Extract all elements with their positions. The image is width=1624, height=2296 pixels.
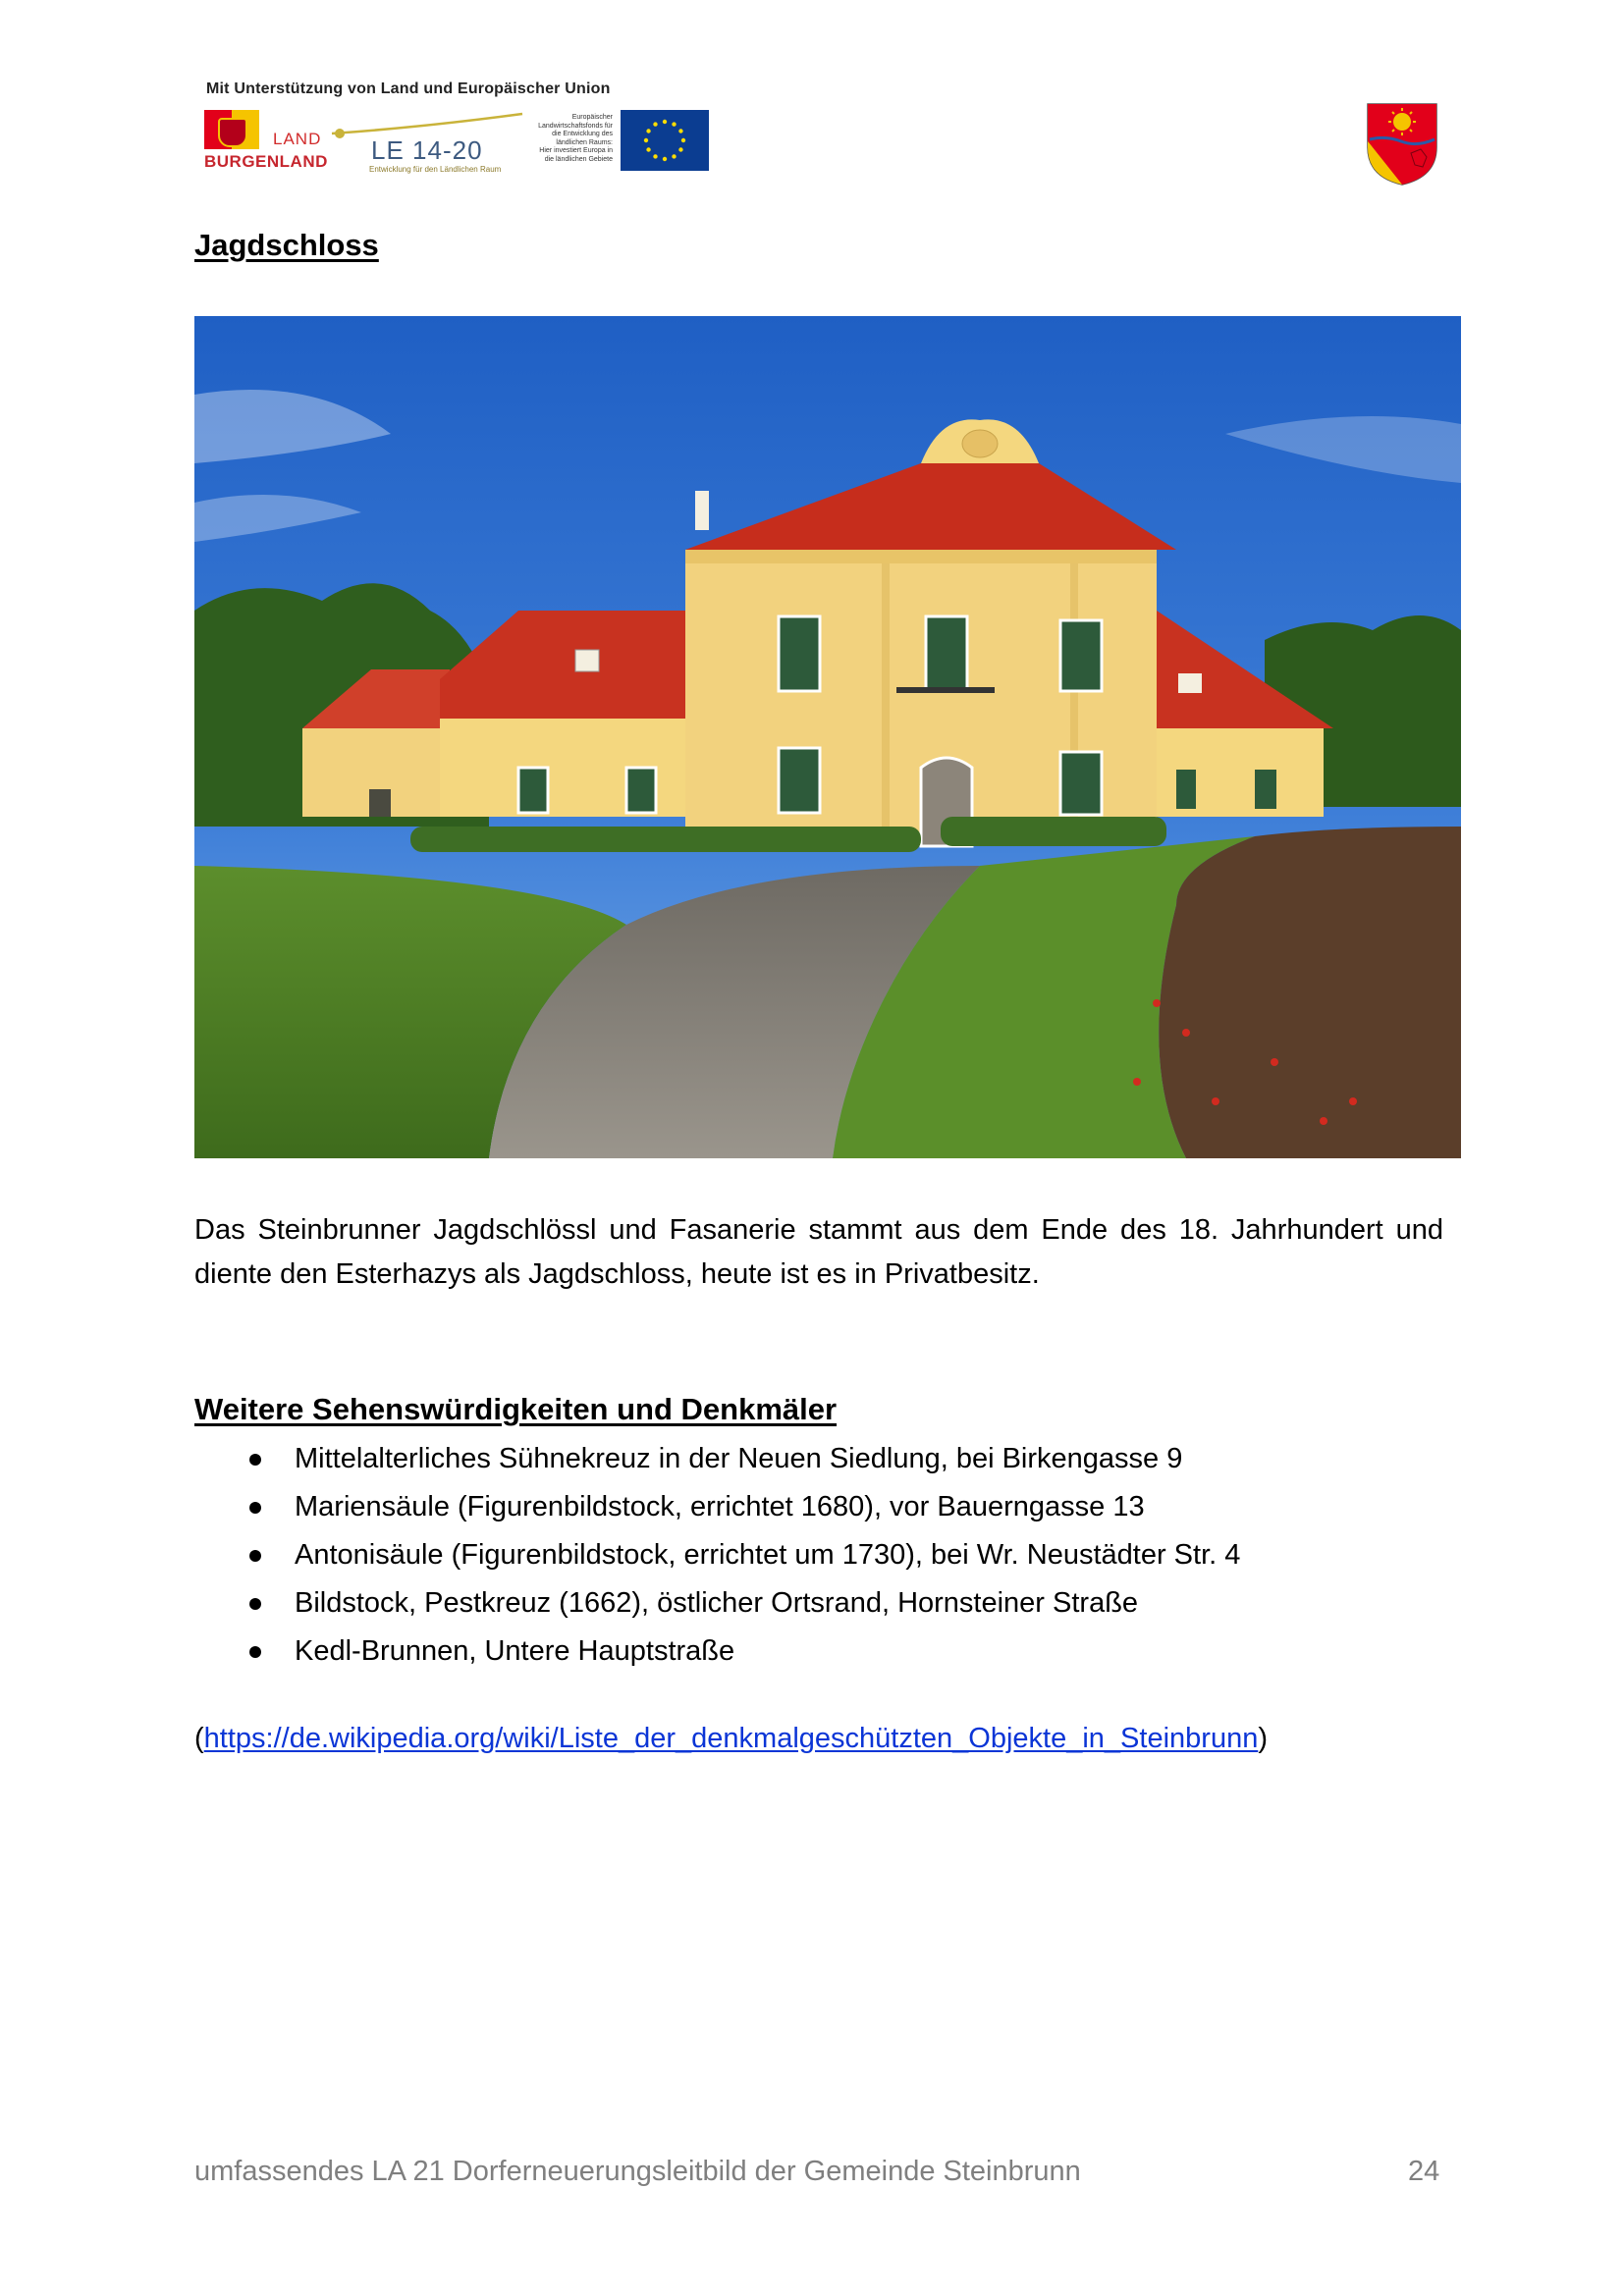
burgenland-flag-icon bbox=[204, 110, 259, 149]
list-item-text: Mariensäule (Figurenbildstock, errichtet 1680), vor Bauerngasse 13 bbox=[295, 1491, 1145, 1522]
list-item bbox=[245, 1435, 1240, 1483]
hunting-lodge-photo bbox=[194, 316, 1461, 1158]
list-item bbox=[245, 1628, 1240, 1676]
bullet-icon bbox=[249, 1454, 261, 1466]
list-item-text: Bildstock, Pestkreuz (1662), östlicher Ortsrand, Hornsteiner Straße bbox=[295, 1587, 1139, 1619]
eu-star-icon bbox=[678, 129, 682, 133]
eu-fund-line: die ländlichen Gebiete bbox=[544, 155, 613, 163]
list-item-text: Mittelalterliches Sühnekreuz in der Neuen Siedlung, bei Birkengasse 9 bbox=[295, 1443, 1183, 1474]
burgenland-logo bbox=[204, 108, 328, 173]
support-text: Mit Unterstützung von Land und Europäischer Union bbox=[206, 80, 611, 97]
eu-flag-icon bbox=[621, 110, 709, 171]
le-14-20-logo bbox=[330, 110, 526, 173]
bullet-icon bbox=[249, 1550, 261, 1562]
le-logo-text: LE 14-20 bbox=[371, 135, 483, 165]
landmark-list bbox=[245, 1435, 1240, 1676]
source-paren-open: ( bbox=[194, 1723, 204, 1754]
eu-star-icon bbox=[672, 122, 676, 126]
eu-star-icon bbox=[646, 129, 650, 133]
eu-fund-line: Landwirtschaftsfonds für bbox=[538, 122, 613, 130]
le-logo-subtitle: Entwicklung für den Ländlichen Raum bbox=[369, 165, 502, 174]
list-item-text: Kedl-Brunnen, Untere Hauptstraße bbox=[295, 1635, 735, 1667]
source-paren-close: ) bbox=[1258, 1723, 1268, 1754]
eu-star-icon bbox=[663, 157, 667, 161]
eu-star-icon bbox=[672, 154, 676, 158]
bullet-icon bbox=[249, 1646, 261, 1658]
list-item bbox=[245, 1579, 1240, 1628]
eu-fund-line: die Entwicklung des bbox=[552, 131, 613, 138]
eu-star-icon bbox=[678, 147, 682, 151]
eu-fund-line: Europäischer bbox=[571, 114, 613, 121]
eu-star-icon bbox=[663, 120, 667, 124]
source-reference bbox=[194, 1723, 1268, 1755]
list-item bbox=[245, 1531, 1240, 1579]
bullet-icon bbox=[249, 1502, 261, 1514]
eu-fund-line: ländlichen Raums: bbox=[556, 138, 613, 146]
eu-fund-text bbox=[528, 114, 613, 165]
list-item-text: Antonisäule (Figurenbildstock, errichtet um 1730), bei Wr. Neustädter Str. 4 bbox=[295, 1539, 1241, 1571]
section-heading-sehenswuerdigkeiten: Weitere Sehenswürdigkeiten und Denkmäler bbox=[194, 1392, 838, 1426]
steinbrunn-coat-of-arms-icon bbox=[1366, 102, 1438, 187]
list-item bbox=[245, 1483, 1240, 1531]
jagdschloss-description: Das Steinbrunner Jagdschlössl und Fasanerie stammt aus dem Ende des 18. Jahrhundert und diente den Esterhazys als Jagdschloss, heute ist es in Privatbesitz. bbox=[194, 1214, 1443, 1290]
eu-star-icon bbox=[646, 147, 650, 151]
footer-title: umfassendes LA 21 Dorferneuerungsleitbild der Gemeinde Steinbrunn bbox=[194, 2156, 1081, 2187]
eu-star-icon bbox=[644, 138, 648, 142]
eu-star-icon bbox=[653, 122, 657, 126]
burgenland-logo-name: BURGENLAND bbox=[204, 152, 328, 171]
eu-star-icon bbox=[653, 154, 657, 158]
section-heading-jagdschloss: Jagdschloss bbox=[194, 228, 379, 262]
bullet-icon bbox=[249, 1598, 261, 1610]
page-number: 24 bbox=[1408, 2156, 1440, 2187]
burgenland-logo-land: LAND bbox=[273, 130, 322, 148]
eu-fund-line: Hier investiert Europa in bbox=[539, 147, 613, 155]
wikipedia-source-link[interactable]: https://de.wikipedia.org/wiki/Liste_der_denkmalgeschützten_Objekte_in_Steinbrunn bbox=[203, 1723, 1259, 1754]
eu-star-icon bbox=[681, 138, 685, 142]
